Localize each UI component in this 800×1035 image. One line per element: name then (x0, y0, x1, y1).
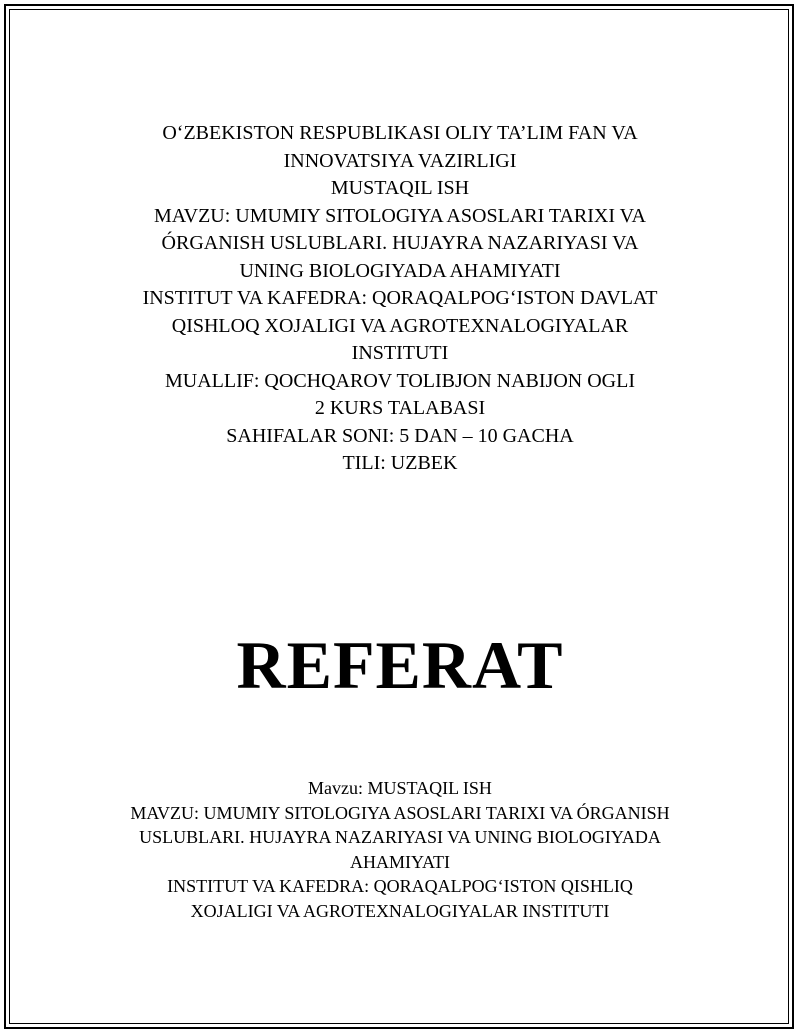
language-line: TILI: UZBEK (342, 452, 458, 474)
footer-line-4: AHAMIYATI (350, 851, 450, 872)
footer-line-3: USLUBLARI. HUJAYRA NAZARIYASI VA UNING BIOLOGIYADA (139, 827, 661, 847)
pages-line: SAHIFALAR SONI: 5 DAN – 10 GACHA (226, 424, 574, 447)
ministry-line-1: O‘ZBEKISTON RESPUBLIKASI OLIY TA’LIM FAN VA (162, 122, 638, 144)
topic-line-2: ÓRGANISH USLUBLARI. HUJAYRA NAZARIYASI VA (161, 232, 639, 254)
footer-line-6: XOJALIGI VA AGROTEXNALOGIYALAR INSTITUTI (190, 900, 610, 921)
ministry-line-2: INNOVATSIYA VAZIRLIGI (283, 149, 517, 172)
institute-line-3: INSTITUTI (351, 342, 449, 364)
work-type: MUSTAQIL ISH (330, 177, 470, 199)
footer-line-1: Mavzu: MUSTAQIL ISH (308, 778, 492, 798)
cover-header-block (100, 120, 700, 478)
institute-line-1: INSTITUT VA KAFEDRA: QORAQALPOG‘ISTON DAVLAT (142, 287, 658, 309)
course-line: 2 KURS TALABASI (314, 397, 486, 419)
author-line: MUALLIF: QOCHQAROV TOLIBJON NABIJON OGLI (164, 369, 635, 392)
topic-line-3: UNING BIOLOGIYADA AHAMIYATI (239, 259, 561, 282)
cover-footer-block (100, 776, 700, 923)
institute-line-2: QISHLOQ XOJALIGI VA AGROTEXNALOGIYALAR (171, 314, 629, 337)
document-title: REFERAT (236, 627, 564, 703)
topic-line-1: MAVZU: UMUMIY SITOLOGIYA ASOSLARI TARIXI VA (154, 204, 646, 227)
footer-line-5: INSTITUT VA KAFEDRA: QORAQALPOG‘ISTON QISHLIQ (167, 876, 633, 896)
footer-line-2: MAVZU: UMUMIY SITOLOGIYA ASOSLARI TARIXI VA ÓRGANISH (130, 802, 670, 823)
